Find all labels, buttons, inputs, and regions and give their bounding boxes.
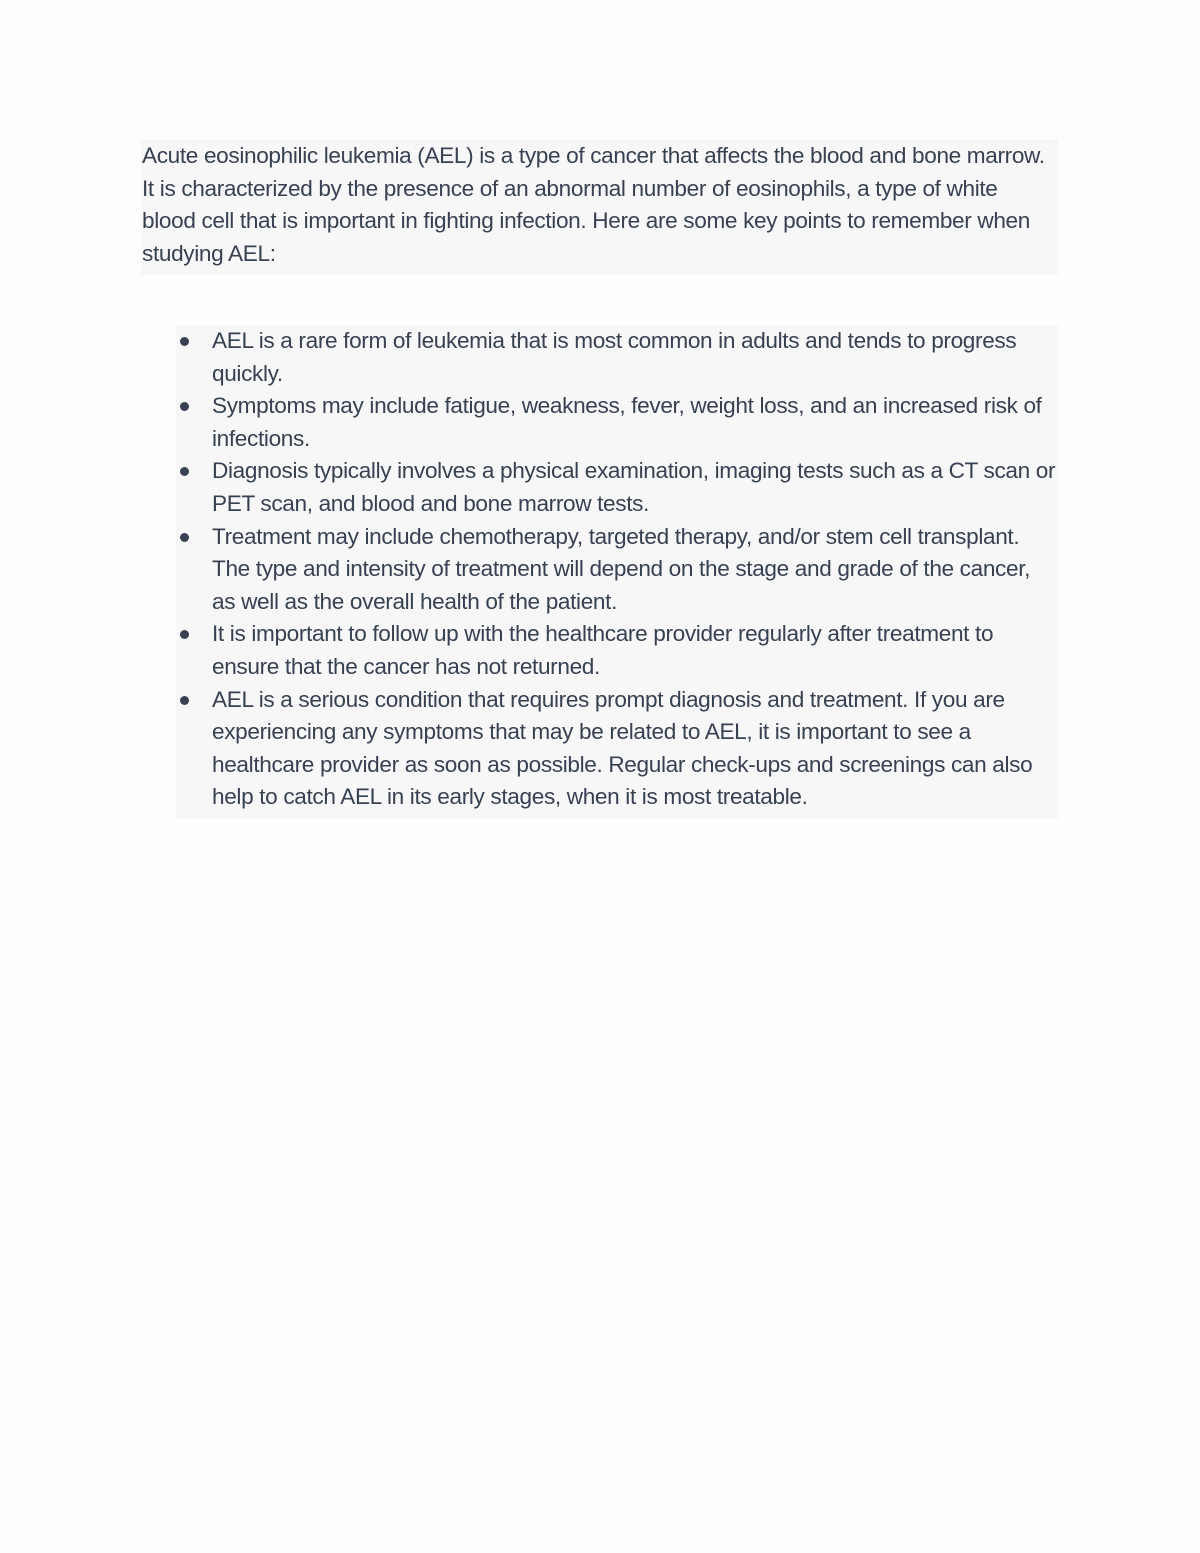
bullet-icon — [180, 337, 189, 346]
intro-block — [141, 140, 1058, 275]
list-item-text: Symptoms may include fatigue, weakness, fever, weight loss, and an increased risk of infections. — [212, 393, 1042, 451]
bullet-icon — [180, 533, 189, 542]
list-item-text: AEL is a serious condition that requires prompt diagnosis and treatment. If you are experiencing any symptoms that may be related to AEL, it is important to see a healthcare provider as soon as possible. Regular check-ups and screenings can also help to catch AEL in its early stages, when it is most treatable. — [212, 686, 1033, 810]
list-item-text: It is important to follow up with the healthcare provider regularly after treatment to ensure that the cancer has not returned. — [212, 621, 994, 679]
intro-paragraph: Acute eosinophilic leukemia (AEL) is a type of cancer that affects the blood and bone marrow. It is characterized by the presence of an abnormal number of eosinophils, a type of white blood cell that is important in fighting infection. Here are some key points to remember when studying AEL: — [142, 143, 1045, 266]
list-item — [176, 521, 1058, 619]
bullet-icon — [180, 696, 189, 705]
key-points-list — [176, 325, 1058, 819]
list-item-text: Treatment may include chemotherapy, targeted therapy, and/or stem cell transplant. The type and intensity of treatment will depend on the stage and grade of the cancer, as well as the overall health of the patient. — [212, 523, 1031, 614]
list-item — [176, 684, 1058, 814]
bullet-icon — [180, 630, 189, 639]
list-item — [176, 325, 1058, 390]
bullet-icon — [180, 402, 189, 411]
list-item — [176, 390, 1058, 455]
bullet-icon — [180, 467, 189, 476]
list-item — [176, 455, 1058, 520]
list-item-text: AEL is a rare form of leukemia that is most common in adults and tends to progress quickly. — [212, 328, 1017, 386]
list-item-text: Diagnosis typically involves a physical examination, imaging tests such as a CT scan or PET scan, and blood and bone marrow tests. — [212, 458, 1056, 516]
list-item — [176, 618, 1058, 683]
